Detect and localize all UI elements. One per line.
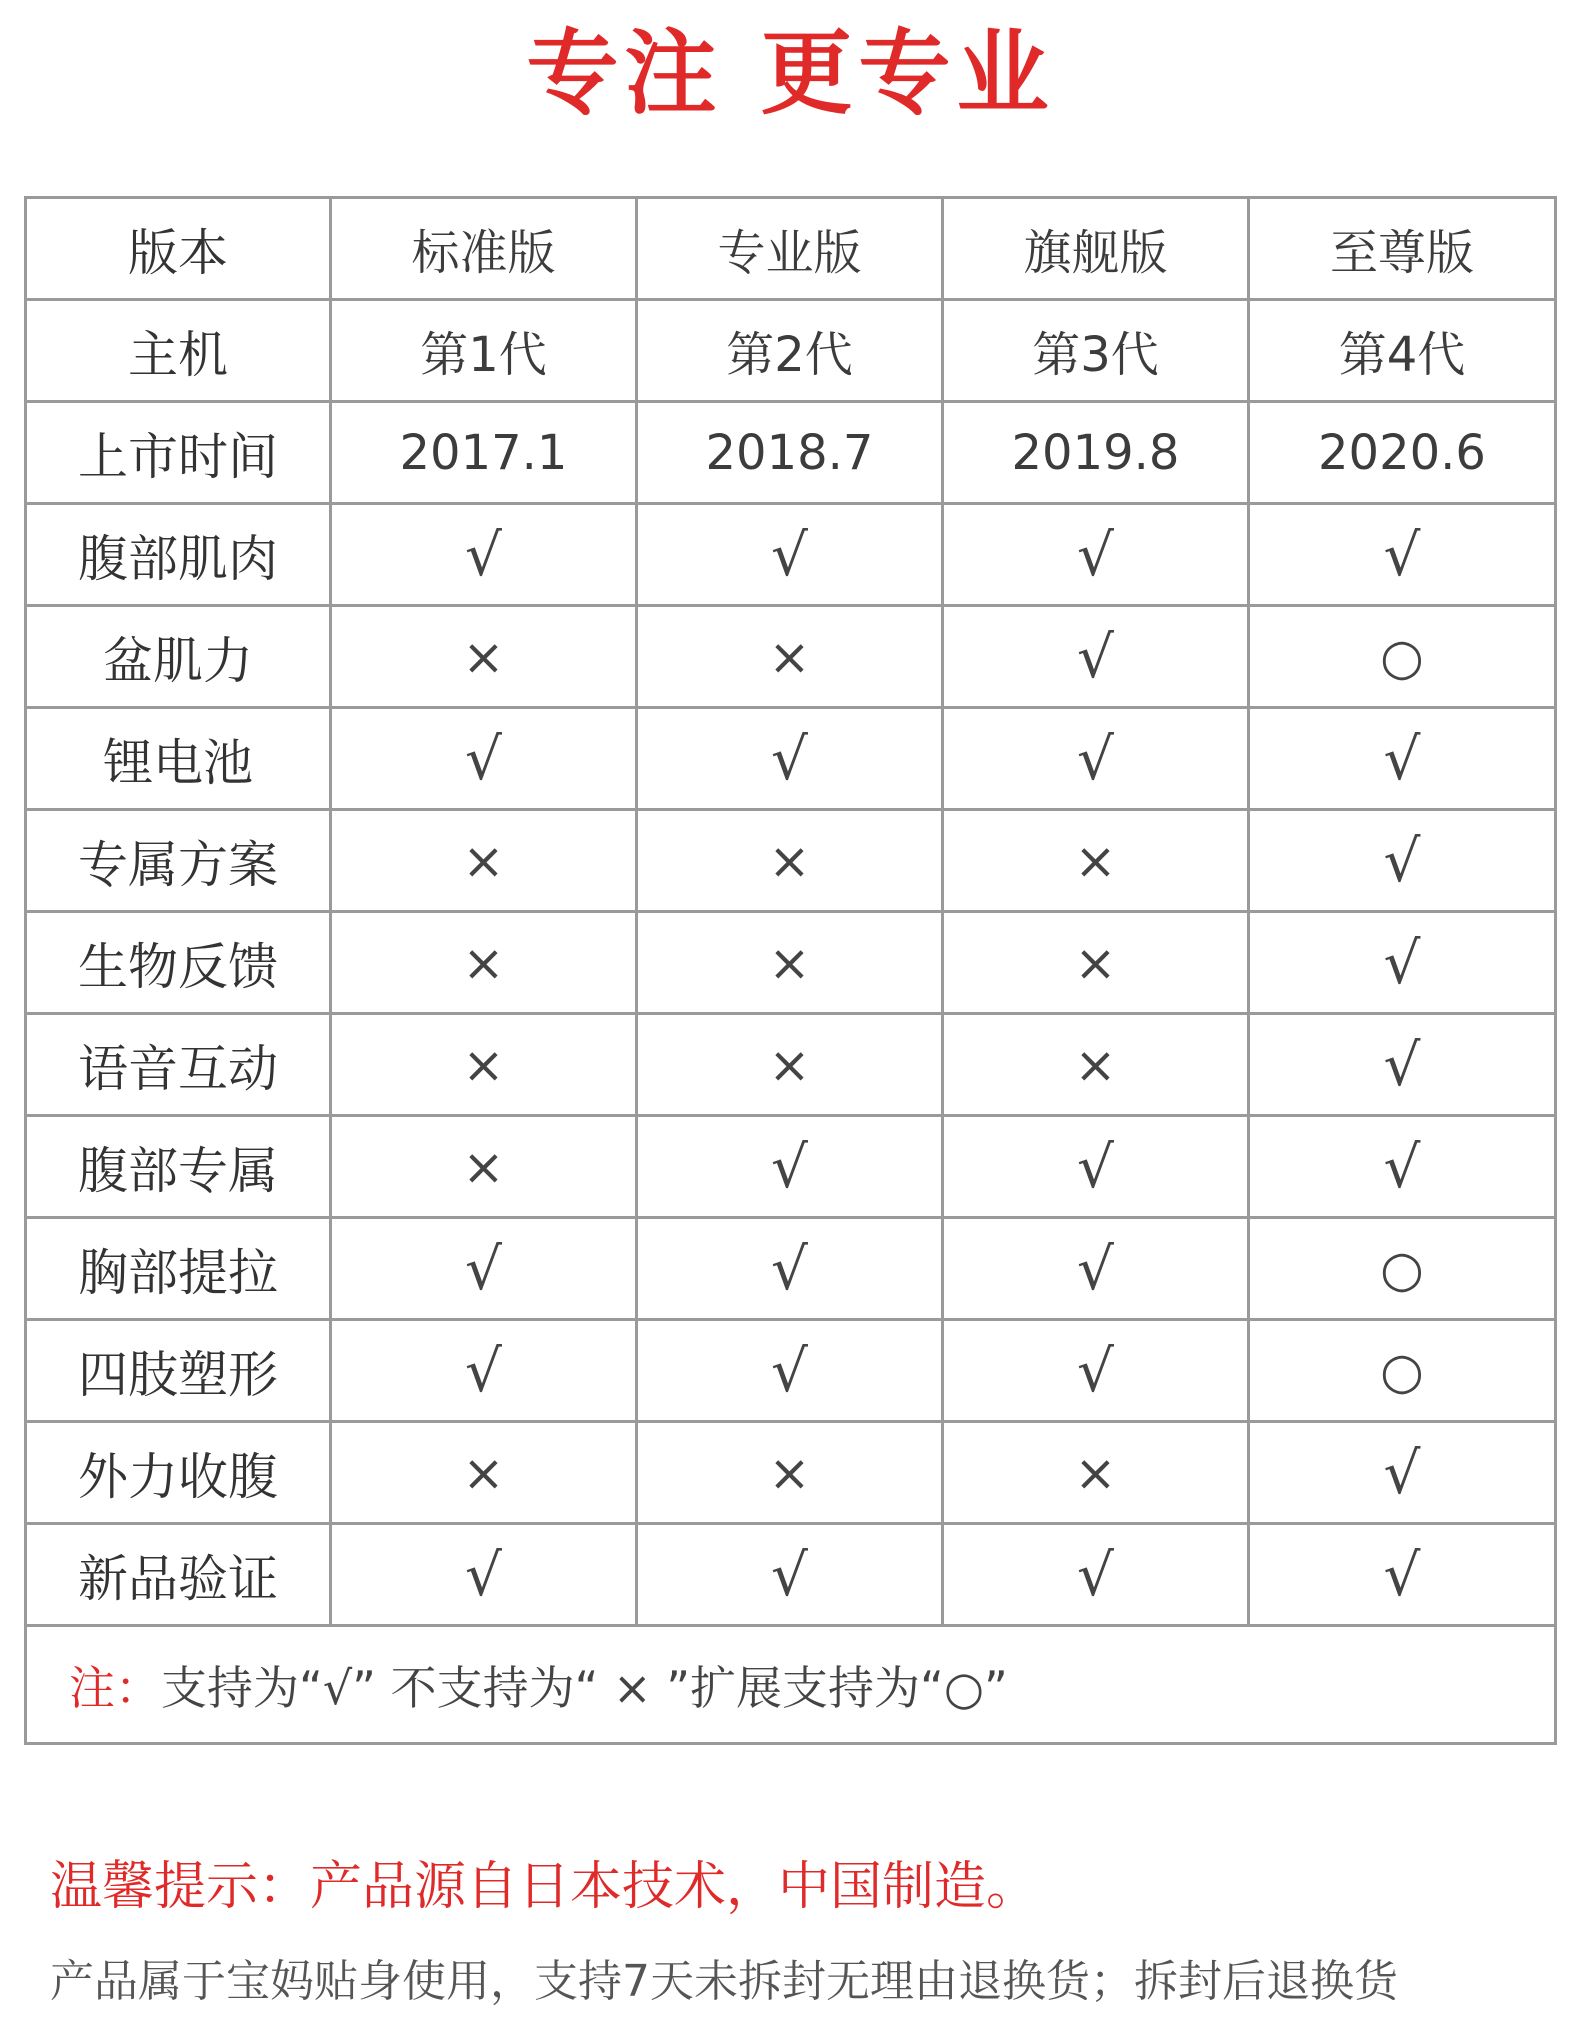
column-header: 版本: [26, 198, 331, 300]
supported-mark: √: [1249, 708, 1556, 810]
unsupported-mark: ×: [943, 810, 1249, 912]
row-label: 主机: [26, 300, 331, 402]
table-cell: 2019.8: [943, 402, 1249, 504]
table-row: [26, 504, 1556, 606]
unsupported-mark: ×: [331, 1422, 637, 1524]
supported-mark: √: [637, 1218, 943, 1320]
supported-mark: √: [331, 1218, 637, 1320]
supported-mark: √: [331, 504, 637, 606]
unsupported-mark: ×: [331, 1116, 637, 1218]
table-row: [26, 300, 1556, 402]
supported-mark: √: [331, 1524, 637, 1626]
warm-tip: 温馨提示：产品源自日本技术，中国制造。: [50, 1857, 1039, 1917]
unsupported-mark: ×: [331, 606, 637, 708]
unsupported-mark: ×: [943, 1014, 1249, 1116]
table-row: [26, 912, 1556, 1014]
supported-mark: √: [1249, 1014, 1556, 1116]
supported-mark: √: [1249, 1422, 1556, 1524]
column-header: 标准版: [331, 198, 637, 300]
supported-mark: √: [637, 708, 943, 810]
column-header: 旗舰版: [943, 198, 1249, 300]
table-cell: 第4代: [1249, 300, 1556, 402]
supported-mark: √: [943, 1116, 1249, 1218]
supported-mark: √: [637, 1116, 943, 1218]
version-comparison-table: [24, 196, 1557, 1745]
supported-mark: √: [943, 1320, 1249, 1422]
row-label: 语音互动: [26, 1014, 331, 1116]
supported-mark: √: [1249, 1116, 1556, 1218]
supported-mark: √: [637, 1524, 943, 1626]
table-row: [26, 810, 1556, 912]
table-cell: 2018.7: [637, 402, 943, 504]
extended-support-mark: ○: [1249, 1218, 1556, 1320]
supported-mark: √: [943, 1524, 1249, 1626]
unsupported-mark: ×: [637, 1014, 943, 1116]
table-row: [26, 1524, 1556, 1626]
unsupported-mark: ×: [637, 810, 943, 912]
table-row: [26, 1014, 1556, 1116]
row-label: 外力收腹: [26, 1422, 331, 1524]
extended-support-mark: ○: [1249, 606, 1556, 708]
table-header-row: [26, 198, 1556, 300]
supported-mark: √: [943, 1218, 1249, 1320]
supported-mark: √: [1249, 1524, 1556, 1626]
supported-mark: √: [1249, 504, 1556, 606]
table-row: [26, 606, 1556, 708]
supported-mark: √: [943, 708, 1249, 810]
table-cell: 第2代: [637, 300, 943, 402]
supported-mark: √: [331, 708, 637, 810]
unsupported-mark: ×: [637, 912, 943, 1014]
table-row: [26, 1116, 1556, 1218]
unsupported-mark: ×: [637, 1422, 943, 1524]
unsupported-mark: ×: [943, 1422, 1249, 1524]
table-row: [26, 1218, 1556, 1320]
table-row: [26, 708, 1556, 810]
table-row: [26, 1422, 1556, 1524]
unsupported-mark: ×: [943, 912, 1249, 1014]
return-policy-text: 产品属于宝妈贴身使用，支持7天未拆封无理由退换货；拆封后退换货: [50, 1956, 1398, 2007]
supported-mark: √: [1249, 810, 1556, 912]
row-label: 腹部肌肉: [26, 504, 331, 606]
column-header: 专业版: [637, 198, 943, 300]
legend-note: [26, 1626, 1556, 1744]
table-row: [26, 402, 1556, 504]
table-cell: 2017.1: [331, 402, 637, 504]
table-cell: 第3代: [943, 300, 1249, 402]
supported-mark: √: [331, 1320, 637, 1422]
extended-support-mark: ○: [1249, 1320, 1556, 1422]
row-label: 上市时间: [26, 402, 331, 504]
supported-mark: √: [637, 504, 943, 606]
supported-mark: √: [637, 1320, 943, 1422]
row-label: 盆肌力: [26, 606, 331, 708]
page-headline: 专注 更专业: [526, 19, 1055, 127]
column-header: 至尊版: [1249, 198, 1556, 300]
table-cell: 2020.6: [1249, 402, 1556, 504]
note-text: 支持为“√” 不支持为“ × ”扩展支持为“○”: [161, 1660, 1008, 1715]
row-label: 专属方案: [26, 810, 331, 912]
table-cell: 第1代: [331, 300, 637, 402]
row-label: 胸部提拉: [26, 1218, 331, 1320]
unsupported-mark: ×: [331, 912, 637, 1014]
note-label: 注：: [69, 1660, 161, 1715]
supported-mark: √: [943, 606, 1249, 708]
supported-mark: √: [1249, 912, 1556, 1014]
unsupported-mark: ×: [331, 1014, 637, 1116]
supported-mark: √: [943, 504, 1249, 606]
legend-row: [26, 1626, 1556, 1744]
table-row: [26, 1320, 1556, 1422]
row-label: 四肢塑形: [26, 1320, 331, 1422]
row-label: 锂电池: [26, 708, 331, 810]
row-label: 生物反馈: [26, 912, 331, 1014]
row-label: 腹部专属: [26, 1116, 331, 1218]
row-label: 新品验证: [26, 1524, 331, 1626]
unsupported-mark: ×: [331, 810, 637, 912]
unsupported-mark: ×: [637, 606, 943, 708]
